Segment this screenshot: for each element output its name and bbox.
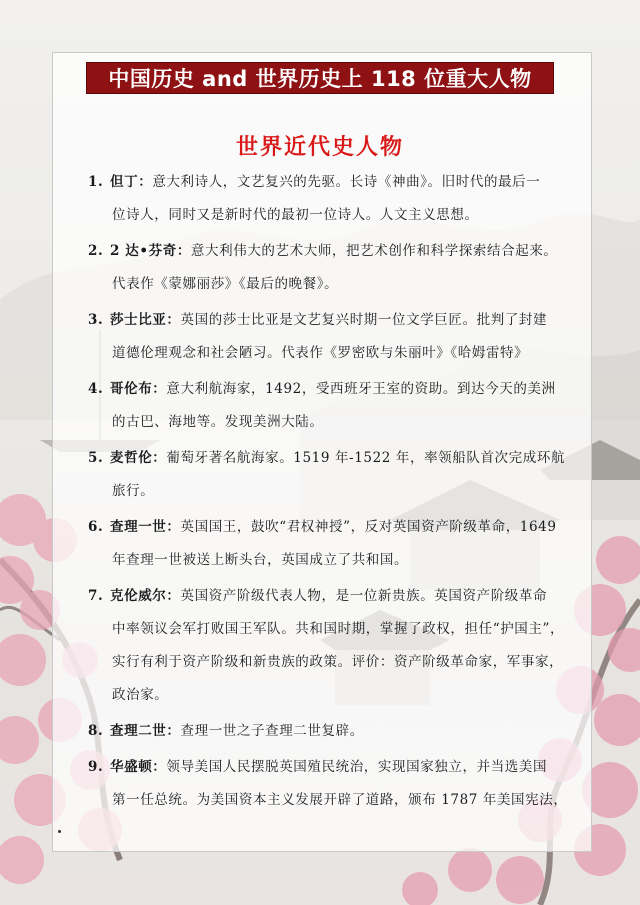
person-name: 2 达•芬奇： bbox=[110, 243, 191, 259]
item-text: 意大利伟大的艺术大师，把艺术创作和科学探索结合起来。 bbox=[190, 243, 558, 259]
document-banner-title: 中国历史 and 世界历史上 118 位重大人物 bbox=[86, 62, 554, 94]
item-number: 2. bbox=[88, 243, 104, 259]
item-text: 中率领议会军打败国王军队。共和国时期，掌握了政权，担任“护国主”， bbox=[112, 621, 565, 637]
item-number: 5. bbox=[88, 450, 104, 466]
item-number: 4. bbox=[88, 381, 104, 397]
list-item bbox=[88, 580, 584, 712]
list-item bbox=[88, 373, 584, 439]
item-text: 英国国王，鼓吹“君权神授”，反对英国资产阶级革命，1649 bbox=[180, 519, 557, 535]
item-text: 的古巴、海地等。发现美洲大陆。 bbox=[112, 414, 324, 430]
item-text: 旅行。 bbox=[112, 483, 155, 499]
person-name: 克伦威尔： bbox=[110, 588, 181, 604]
list-item bbox=[88, 235, 584, 301]
person-name: 莎士比亚： bbox=[110, 312, 181, 328]
person-name: 华盛顿： bbox=[110, 759, 167, 775]
item-text: 领导美国人民摆脱英国殖民统治，实现国家独立，并当选美国 bbox=[166, 759, 548, 775]
item-text: 英国资产阶级代表人物，是一位新贵族。英国资产阶级革命 bbox=[180, 588, 548, 604]
item-text: 英国的莎士比亚是文艺复兴时期一位文学巨匠。批判了封建 bbox=[180, 312, 548, 328]
list-item bbox=[88, 511, 584, 577]
item-number: 6. bbox=[88, 519, 104, 535]
item-text: 葡萄牙著名航海家。1519 年-1522 年，率领船队首次完成环航 bbox=[166, 450, 566, 466]
item-text: 政治家。 bbox=[112, 687, 169, 703]
person-name: 查理一世： bbox=[110, 519, 181, 535]
person-name: 但丁： bbox=[110, 174, 153, 190]
item-text: 实行有利于资产阶级和新贵族的政策。评价：资产阶级革命家，军事家， bbox=[112, 654, 564, 670]
item-number: 7. bbox=[88, 588, 104, 604]
person-name: 查理二世： bbox=[110, 723, 181, 739]
item-text: 第一任总统。为美国资本主义发展开辟了道路，颁布 1787 年美国宪法， bbox=[112, 792, 568, 808]
list-item bbox=[88, 442, 584, 508]
item-number: 8. bbox=[88, 723, 104, 739]
item-number: 3. bbox=[88, 312, 104, 328]
item-text: 年查理一世被送上断头台，英国成立了共和国。 bbox=[112, 552, 409, 568]
item-text: 查理一世之子查理二世复辟。 bbox=[180, 723, 364, 739]
person-name: 麦哲伦： bbox=[110, 450, 167, 466]
person-name: 哥伦布： bbox=[110, 381, 167, 397]
item-text: 道德伦理观念和社会陋习。代表作《罗密欧与朱丽叶》《哈姆雷特》 bbox=[112, 345, 529, 361]
item-text: 代表作《蒙娜丽莎》《最后的晚餐》。 bbox=[112, 276, 339, 292]
list-item bbox=[88, 751, 584, 817]
list-item bbox=[88, 166, 584, 232]
item-text: 意大利航海家，1492，受西班牙王室的资助。到达今天的美洲 bbox=[166, 381, 556, 397]
list-item bbox=[88, 715, 584, 748]
person-list bbox=[88, 166, 584, 820]
item-text: 意大利诗人，文艺复兴的先驱。长诗《神曲》。旧时代的最后一 bbox=[152, 174, 541, 190]
section-title: 世界近代史人物 bbox=[235, 135, 404, 160]
item-number: 1. bbox=[88, 174, 104, 190]
list-item bbox=[88, 304, 584, 370]
item-text: 位诗人，同时又是新时代的最初一位诗人。人文主义思想。 bbox=[112, 207, 479, 223]
item-number: 9. bbox=[88, 759, 104, 775]
page-mark bbox=[58, 830, 61, 833]
